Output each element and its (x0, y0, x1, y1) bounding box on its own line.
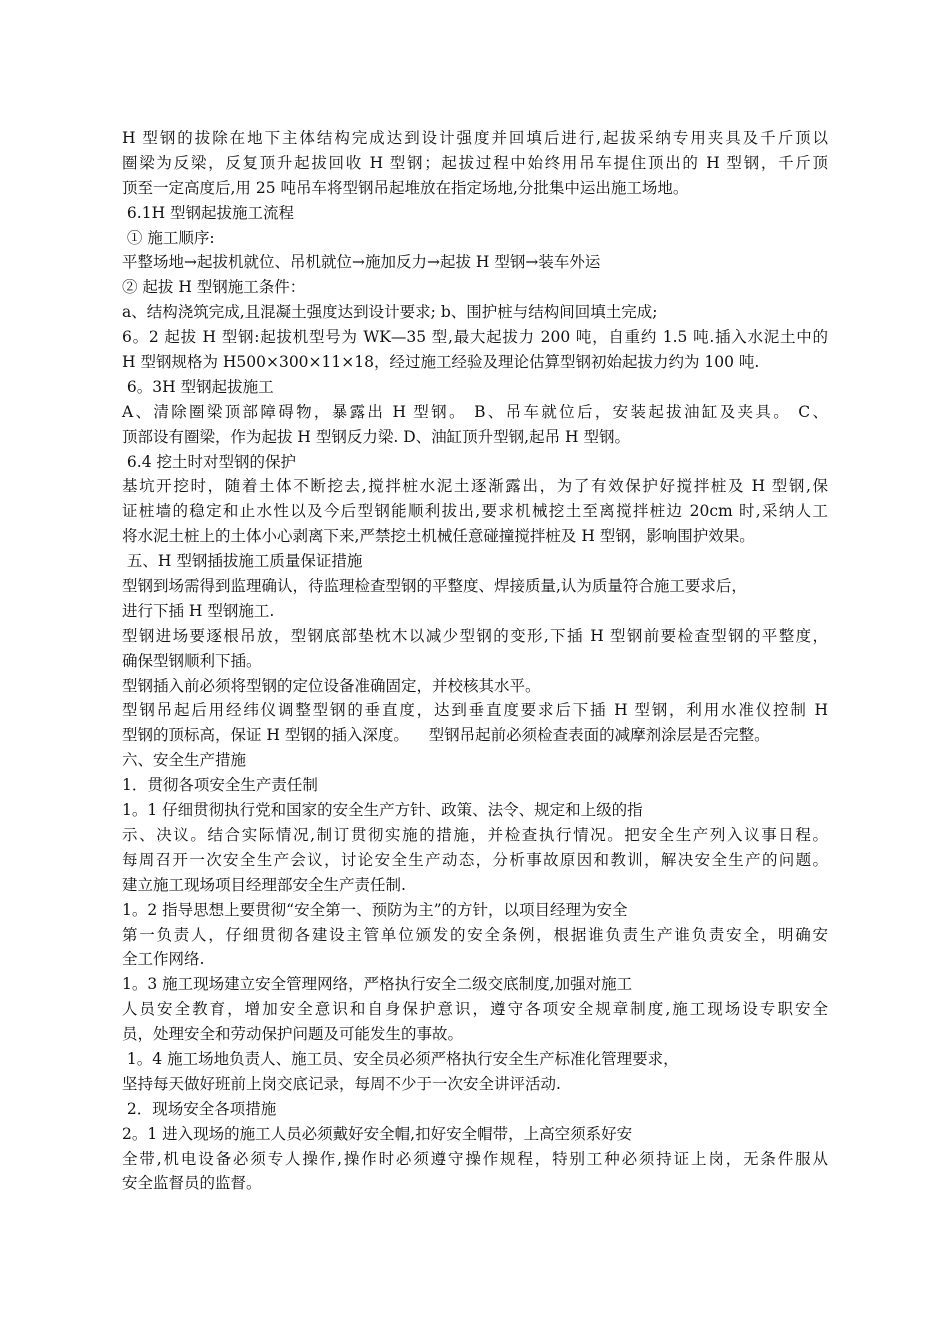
paragraph-line: 圈梁为反梁，反复顶升起拔回收 H 型钢；起拔过程中始终用吊车提住顶出的 H 型钢，千斤顶 (122, 153, 828, 172)
paragraph-line: 基坑开挖时，随着土体不断挖去,搅拌桩水泥土逐渐露出，为了有效保护好搅拌桩及 H 型钢,保 (122, 477, 828, 496)
paragraph-line: 全带,机电设备必须专人操作,操作时必须遵守操作规程，特别工种必须持证上岗，无条件服从 (122, 1149, 828, 1168)
paragraph-line: 型钢插入前必须将型钢的定位设备准确固定，并校核其水平。 (122, 676, 541, 695)
paragraph-line: 顶至一定高度后,用 25 吨吊车将型钢吊起堆放在指定场地,分批集中运出施工场地。 (122, 178, 689, 197)
subsection-heading: 2．现场安全各项措施 (122, 1099, 277, 1118)
paragraph-line: 安全监督员的监督。 (122, 1174, 262, 1193)
paragraph-line: 全工作网络. (122, 950, 205, 969)
paragraph-line: 2。1 进入现场的施工人员必须戴好安全帽,扣好安全帽带，上高空须系好安 (122, 1124, 633, 1143)
paragraph-line: 型钢进场要逐根吊放，型钢底部垫枕木以减少型钢的变形,下插 H 型钢前要检查型钢的平整度， (122, 626, 828, 645)
paragraph-line: 型钢到场需得到监理确认，待监理检查型钢的平整度、焊接质量,认为质量符合施工要求后， (122, 577, 747, 596)
paragraph-line: 顶部设有圈梁，作为起拔 H 型钢反力梁. D、油缸顶升型钢,起吊 H 型钢。 (122, 427, 630, 446)
paragraph-line: 将水泥土桩上的土体小心剥离下来,严禁挖土机械任意碰撞搅拌桩及 H 型钢，影响围护效果。 (122, 527, 755, 546)
subsection-heading: 1．贯彻各项安全生产责任制 (122, 776, 318, 795)
paragraph-line: 建立施工现场项目经理部安全生产责任制. (122, 875, 406, 894)
paragraph-line: A、清除圈梁顶部障碍物，暴露出 H 型钢。 B、吊车就位后，安装起拔油缸及夹具。 C、 (122, 402, 828, 421)
paragraph-line: 1。2 指导思想上要贯彻“安全第一、预防为主”的方针，以项目经理为安全 (122, 900, 628, 919)
paragraph-line: 示、决议。结合实际情况,制订贯彻实施的措施，并检查执行情况。把安全生产列入议事日程。 (122, 825, 828, 844)
paragraph-line: 证桩墙的稳定和止水性以及今后型钢能顺利拔出,要求机械挖土至离搅拌桩边 20cm 时,采纳人工 (122, 502, 828, 521)
paragraph-line: 员，处理安全和劳动保护问题及可能发生的事故。 (122, 1025, 464, 1044)
subsection-heading: ① 施工顺序: (122, 228, 215, 247)
paragraph-line: 1。1 仔细贯彻执行党和国家的安全生产方针、政策、法令、规定和上级的指 (122, 801, 643, 820)
paragraph-line: 6。2 起拔 H 型钢:起拔机型号为 WK—35 型,最大起拔力 200 吨，自重约 1.5 吨.插入水泥土中的 (122, 328, 828, 347)
paragraph-line: 型钢吊起后用经纬仪调整型钢的垂直度，达到垂直度要求后下插 H 型钢，利用水准仪控制 H (122, 701, 828, 720)
paragraph-line: H 型钢的拔除在地下主体结构完成达到设计强度并回填后进行,起拔采纳专用夹具及千斤顶以 (122, 129, 828, 147)
section-heading: 六、安全生产措施 (122, 751, 247, 770)
section-heading: 6.4 挖土时对型钢的保护 (122, 452, 297, 471)
subsection-heading: ② 起拔 H 型钢施工条件： (122, 278, 306, 297)
paragraph-line: 1。3 施工现场建立安全管理网络，严格执行安全二级交底制度,加强对施工 (122, 975, 633, 994)
paragraph-line: 1。4 施工场地负责人、施工员、安全员必须严格执行安全生产标准化管理要求， (122, 1049, 679, 1068)
paragraph-line: 坚持每天做好班前上岗交底记录，每周不少于一次安全讲评活动. (122, 1074, 561, 1093)
paragraph-line: 每周召开一次安全生产会议，讨论安全生产动态，分析事故原因和教训，解决安全生产的问题。 (122, 850, 828, 869)
paragraph-line: H 型钢规格为 H500×300×11×18，经过施工经验及理论估算型钢初始起拔力约为 100 吨. (122, 353, 760, 372)
paragraph-line: 平整场地→起拔机就位、吊机就位→施加反力→起拔 H 型钢→装车外运 (122, 253, 601, 272)
paragraph-line: 进行下插 H 型钢施工. (122, 601, 275, 620)
document-body (122, 126, 828, 1196)
paragraph-line: 型钢的顶标高，保证 H 型钢的插入深度。 型钢吊起前必须检查表面的减摩剂涂层是否完整。 (122, 726, 770, 745)
paragraph-line: a、结构浇筑完成,且混凝土强度达到设计要求; b、围护桩与结构间回填土完成; (122, 303, 658, 322)
section-heading: 五、H 型钢插拔施工质量保证措施 (122, 552, 363, 571)
section-heading: 6。3H 型钢起拔施工 (122, 377, 274, 396)
paragraph-line: 第一负责人，仔细贯彻各建设主管单位颁发的安全条例，根据谁负责生产谁负责安全，明确安 (122, 925, 828, 944)
paragraph-line: 人员安全教育，增加安全意识和自身保护意识，遵守各项安全规章制度,施工现场设专职安全 (122, 1000, 828, 1019)
section-heading: 6.1H 型钢起拔施工流程 (122, 203, 295, 222)
paragraph-line: 确保型钢顺利下插。 (122, 651, 262, 670)
